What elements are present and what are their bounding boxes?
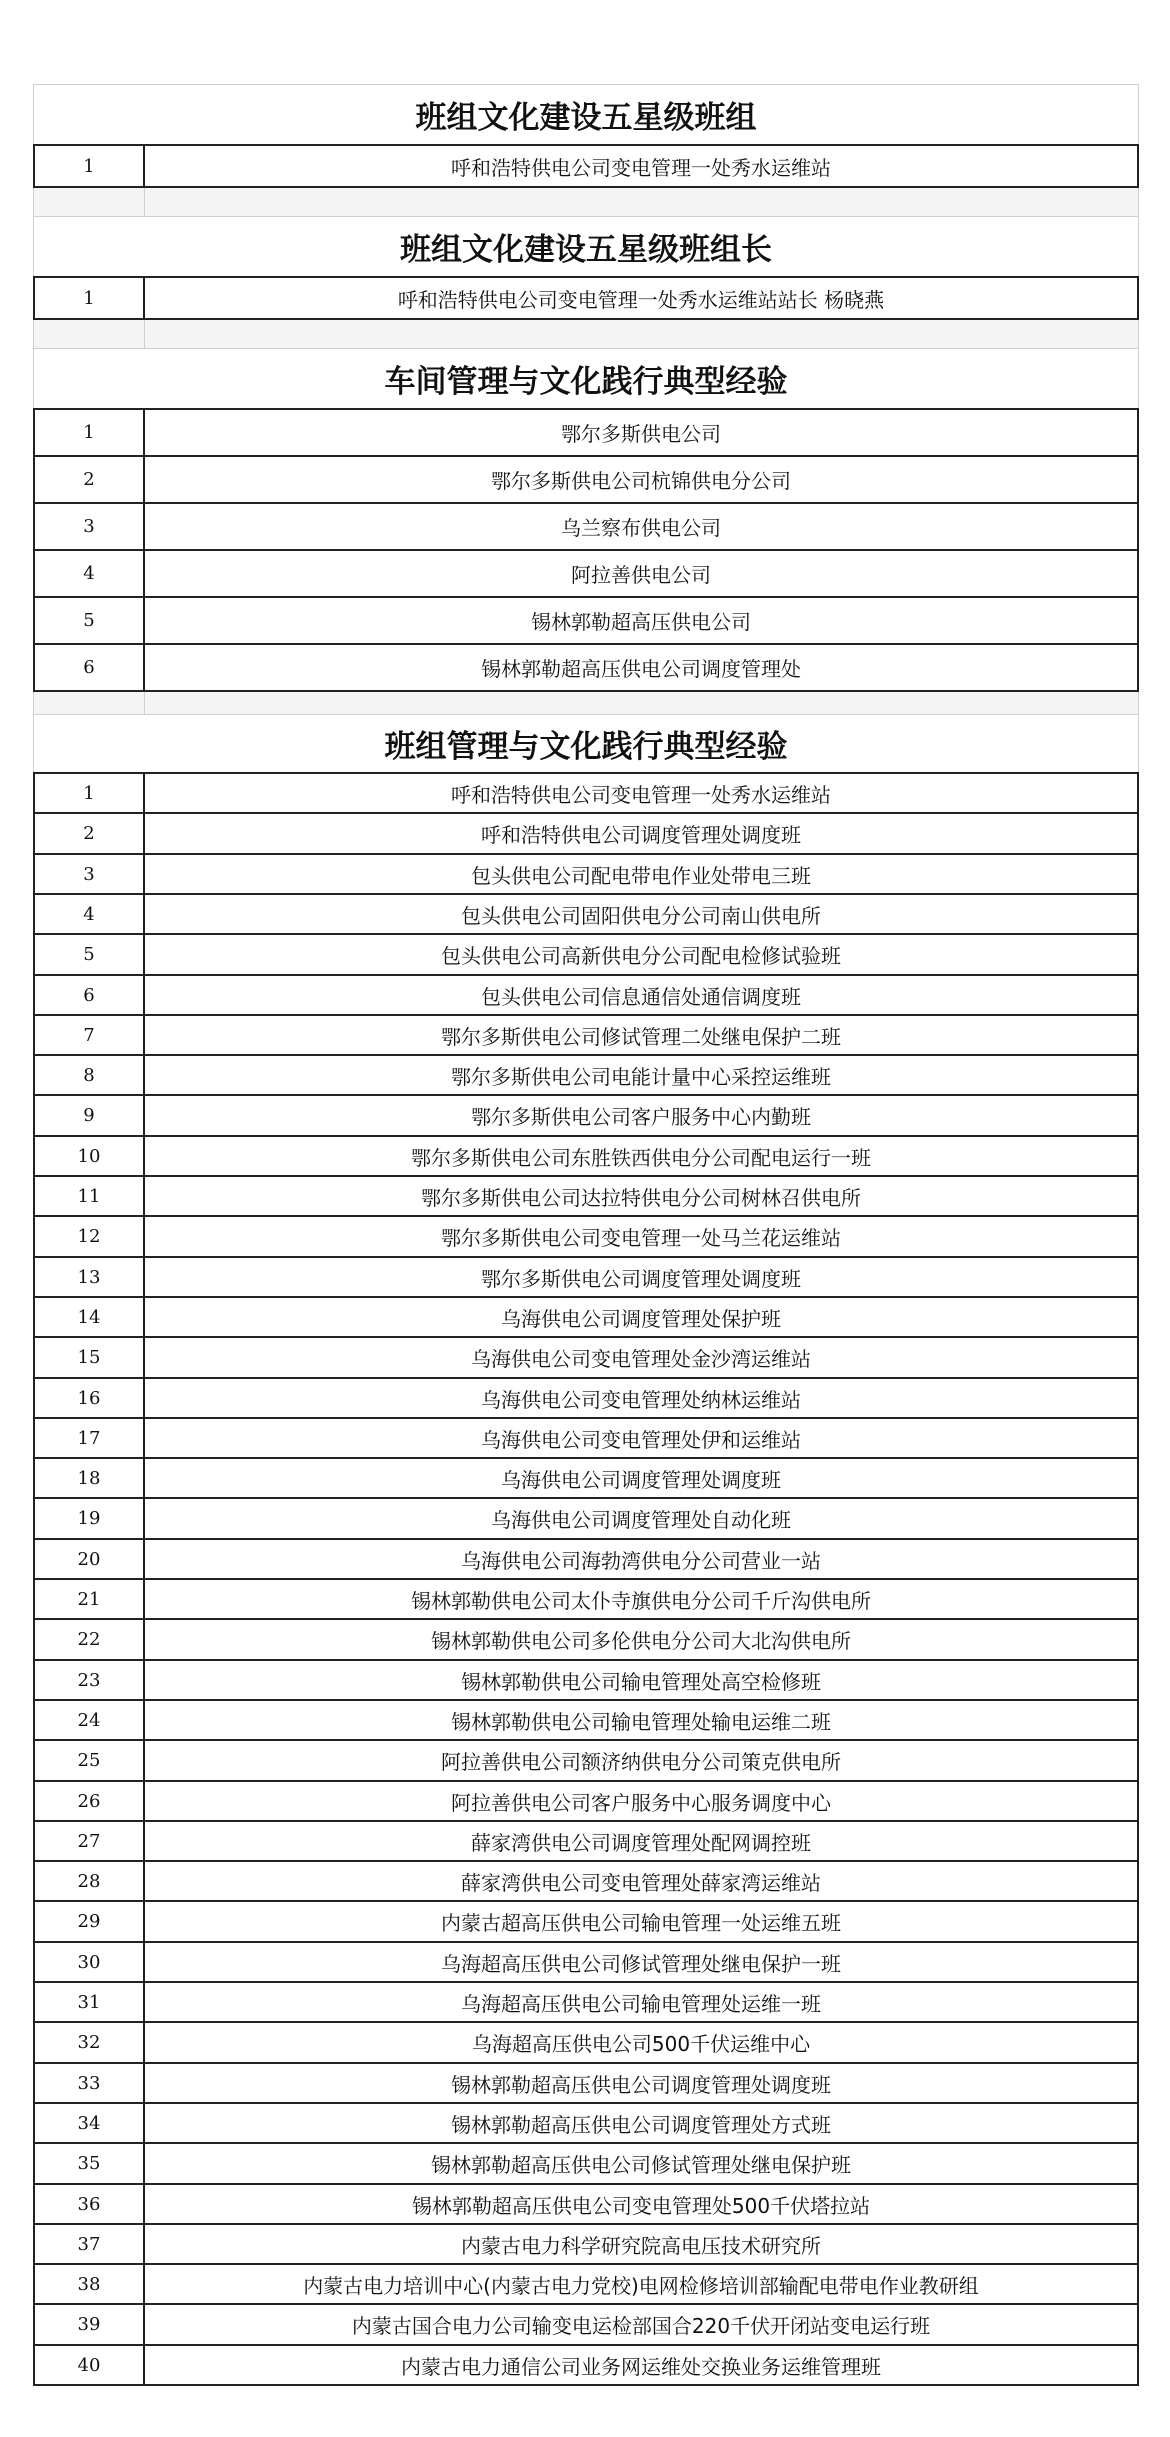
row-name: 乌兰察布供电公司 — [561, 516, 721, 540]
row-name: 包头供电公司高新供电分公司配电检修试验班 — [441, 944, 841, 968]
row-name: 鄂尔多斯供电公司客户服务中心内勤班 — [471, 1105, 811, 1129]
row-number: 37 — [35, 2225, 145, 2263]
table-row — [33, 853, 1139, 895]
table-row — [33, 455, 1139, 504]
row-name: 乌海供电公司变电管理处纳林运维站 — [481, 1387, 801, 1412]
row-number: 27 — [35, 1822, 145, 1860]
row-name: 锡林郭勒供电公司多伦供电分公司大北沟供电所 — [431, 1629, 851, 1653]
table-row — [33, 1256, 1139, 1298]
row-name: 乌海超高压供电公司500千伏运维中心 — [471, 2032, 811, 2056]
row-number: 40 — [35, 2346, 145, 2384]
row-number: 6 — [35, 976, 145, 1014]
table-row — [33, 144, 1139, 188]
row-name: 乌海供电公司调度管理处自动化班 — [491, 1508, 791, 1532]
row-number: 8 — [35, 1056, 145, 1094]
row-number: 11 — [35, 1177, 145, 1215]
row-number: 7 — [35, 1016, 145, 1054]
row-number: 29 — [35, 1902, 145, 1941]
table-row — [33, 933, 1139, 976]
row-name: 鄂尔多斯供电公司达拉特供电分公司树林召供电所 — [421, 1185, 861, 1210]
row-name: 锡林郭勒超高压供电公司调度管理处 — [481, 657, 801, 681]
row-name: 锡林郭勒超高压供电公司调度管理处方式班 — [451, 2112, 831, 2137]
row-name: 锡林郭勒超高压供电公司 — [531, 610, 751, 634]
row-name: 锡林郭勒超高压供电公司修试管理处继电保护班 — [431, 2153, 851, 2177]
row-name: 阿拉善供电公司客户服务中心服务调度中心 — [451, 1790, 831, 1815]
row-name: 内蒙古国合电力公司输变电运检部国合220千伏开闭站变电运行班 — [351, 2314, 931, 2338]
row-name: 内蒙古电力培训中心(内蒙古电力党校)电网检修培训部输配电带电作业教研组 — [303, 2273, 979, 2298]
row-number: 3 — [35, 504, 145, 549]
row-number: 12 — [35, 1217, 145, 1256]
row-name: 鄂尔多斯供电公司杭锦供电分公司 — [491, 469, 791, 493]
section-divider — [33, 188, 1139, 216]
table-row — [33, 1739, 1139, 1782]
row-name: 薛家湾供电公司变电管理处薛家湾运维站 — [461, 1870, 821, 1895]
table-row — [33, 1457, 1139, 1499]
row-name: 鄂尔多斯供电公司电能计量中心采控运维班 — [451, 1064, 831, 1089]
section-divider — [33, 320, 1139, 348]
row-number: 36 — [35, 2185, 145, 2223]
row-number: 39 — [35, 2305, 145, 2344]
table-row — [33, 1215, 1139, 1258]
row-number: 5 — [35, 935, 145, 974]
row-name: 呼和浩特供电公司变电管理一处秀水运维站站长 杨晓燕 — [397, 287, 885, 312]
row-number: 2 — [35, 457, 145, 502]
row-number: 38 — [35, 2265, 145, 2303]
row-number: 31 — [35, 1983, 145, 2021]
row-number: 6 — [35, 645, 145, 690]
row-number: 30 — [35, 1943, 145, 1981]
table-row — [33, 2223, 1139, 2265]
row-name: 鄂尔多斯供电公司变电管理一处马兰花运维站 — [441, 1226, 841, 1250]
row-number: 1 — [35, 146, 145, 186]
row-name: 鄂尔多斯供电公司 — [561, 422, 721, 446]
table-row — [33, 1860, 1139, 1902]
row-number: 18 — [35, 1459, 145, 1497]
row-number: 1 — [35, 410, 145, 455]
row-number: 13 — [35, 1258, 145, 1296]
row-name: 内蒙古超高压供电公司输电管理一处运维五班 — [441, 1911, 841, 1935]
row-name: 锡林郭勒供电公司太仆寺旗供电分公司千斤沟供电所 — [411, 1588, 871, 1613]
row-number: 24 — [35, 1701, 145, 1739]
row-number: 10 — [35, 1137, 145, 1175]
table-row — [33, 549, 1139, 598]
table-row — [33, 1618, 1139, 1661]
table-row — [33, 2344, 1139, 2386]
table-row — [33, 893, 1139, 935]
row-number: 5 — [35, 598, 145, 643]
row-name: 乌海供电公司调度管理处调度班 — [501, 1467, 781, 1492]
row-number: 2 — [35, 814, 145, 853]
table-row — [33, 596, 1139, 645]
row-name: 鄂尔多斯供电公司调度管理处调度班 — [481, 1266, 801, 1291]
row-number: 19 — [35, 1499, 145, 1538]
divider-column-line — [144, 320, 145, 348]
section-divider — [33, 692, 1139, 714]
row-name: 阿拉善供电公司额济纳供电分公司策克供电所 — [441, 1750, 841, 1774]
row-number: 4 — [35, 895, 145, 933]
row-number: 15 — [35, 1338, 145, 1377]
row-name: 内蒙古电力通信公司业务网运维处交换业务运维管理班 — [401, 2354, 881, 2379]
table-row — [33, 276, 1139, 320]
row-name: 锡林郭勒超高压供电公司调度管理处调度班 — [451, 2072, 831, 2097]
row-number: 21 — [35, 1580, 145, 1618]
row-name: 包头供电公司信息通信处通信调度班 — [481, 984, 801, 1009]
table-row — [33, 1336, 1139, 1379]
row-number: 25 — [35, 1741, 145, 1780]
table-row — [33, 2021, 1139, 2064]
row-number: 34 — [35, 2104, 145, 2142]
row-name: 阿拉善供电公司 — [571, 563, 711, 587]
row-name: 锡林郭勒供电公司输电管理处高空检修班 — [461, 1669, 821, 1694]
table-row — [33, 1578, 1139, 1620]
table-row — [33, 1699, 1139, 1741]
row-number: 14 — [35, 1298, 145, 1336]
table-row — [33, 772, 1139, 814]
table-row — [33, 2142, 1139, 2185]
section-title: 班组管理与文化践行典型经验 — [33, 714, 1139, 772]
section-title: 班组文化建设五星级班组 — [33, 84, 1139, 144]
table-row — [33, 1659, 1139, 1701]
table-row — [33, 1014, 1139, 1056]
table-row — [33, 812, 1139, 855]
row-name: 乌海超高压供电公司输电管理处运维一班 — [461, 1991, 821, 2016]
table-row — [33, 2303, 1139, 2346]
row-name: 呼和浩特供电公司变电管理一处秀水运维站 — [451, 155, 831, 180]
table-row — [33, 2102, 1139, 2144]
row-number: 33 — [35, 2064, 145, 2102]
table-row — [33, 1538, 1139, 1580]
row-name: 呼和浩特供电公司调度管理处调度班 — [481, 823, 801, 847]
table-row — [33, 974, 1139, 1016]
divider-column-line — [144, 692, 145, 714]
row-name: 包头供电公司固阳供电分公司南山供电所 — [461, 903, 821, 928]
row-name: 乌海供电公司海勃湾供电分公司营业一站 — [461, 1548, 821, 1573]
section-title: 车间管理与文化践行典型经验 — [33, 348, 1139, 408]
table-row — [33, 502, 1139, 551]
row-name: 鄂尔多斯供电公司修试管理二处继电保护二班 — [441, 1024, 841, 1049]
row-number: 4 — [35, 551, 145, 596]
table-row — [33, 1135, 1139, 1177]
row-number: 3 — [35, 855, 145, 893]
row-name: 乌海超高压供电公司修试管理处继电保护一班 — [441, 1951, 841, 1976]
table-row — [33, 2062, 1139, 2104]
table-row — [33, 1175, 1139, 1217]
table-row — [33, 1497, 1139, 1540]
table-row — [33, 1900, 1139, 1943]
row-name: 乌海供电公司变电管理处金沙湾运维站 — [471, 1347, 811, 1371]
table-row — [33, 1417, 1139, 1459]
row-number: 28 — [35, 1862, 145, 1900]
row-number: 32 — [35, 2023, 145, 2062]
row-number: 26 — [35, 1782, 145, 1820]
row-name: 乌海供电公司变电管理处伊和运维站 — [481, 1427, 801, 1452]
row-name: 薛家湾供电公司调度管理处配网调控班 — [471, 1830, 811, 1855]
row-number: 17 — [35, 1419, 145, 1457]
row-number: 35 — [35, 2144, 145, 2183]
row-name: 锡林郭勒供电公司输电管理处输电运维二班 — [451, 1709, 831, 1734]
row-number: 1 — [35, 774, 145, 812]
row-name: 乌海供电公司调度管理处保护班 — [501, 1306, 781, 1331]
table-row — [33, 1780, 1139, 1822]
row-name: 鄂尔多斯供电公司东胜铁西供电分公司配电运行一班 — [411, 1145, 871, 1170]
table-row — [33, 1296, 1139, 1338]
row-number: 1 — [35, 278, 145, 318]
section-title: 班组文化建设五星级班组长 — [33, 216, 1139, 276]
table-row — [33, 1054, 1139, 1096]
row-number: 20 — [35, 1540, 145, 1578]
row-number: 9 — [35, 1096, 145, 1135]
table-row — [33, 1941, 1139, 1983]
table-row — [33, 408, 1139, 457]
row-number: 16 — [35, 1379, 145, 1417]
divider-column-line — [144, 188, 145, 216]
table-row — [33, 1377, 1139, 1419]
row-number: 22 — [35, 1620, 145, 1659]
row-name: 呼和浩特供电公司变电管理一处秀水运维站 — [451, 782, 831, 807]
row-number: 23 — [35, 1661, 145, 1699]
table-row — [33, 2183, 1139, 2225]
row-name: 锡林郭勒超高压供电公司变电管理处500千伏塔拉站 — [411, 2193, 871, 2218]
row-name: 内蒙古电力科学研究院高电压技术研究所 — [461, 2233, 821, 2258]
table-row — [33, 1820, 1139, 1862]
table-row — [33, 1981, 1139, 2023]
table-row — [33, 643, 1139, 692]
table-row — [33, 1094, 1139, 1137]
table-row — [33, 2263, 1139, 2305]
row-name: 包头供电公司配电带电作业处带电三班 — [471, 863, 811, 888]
